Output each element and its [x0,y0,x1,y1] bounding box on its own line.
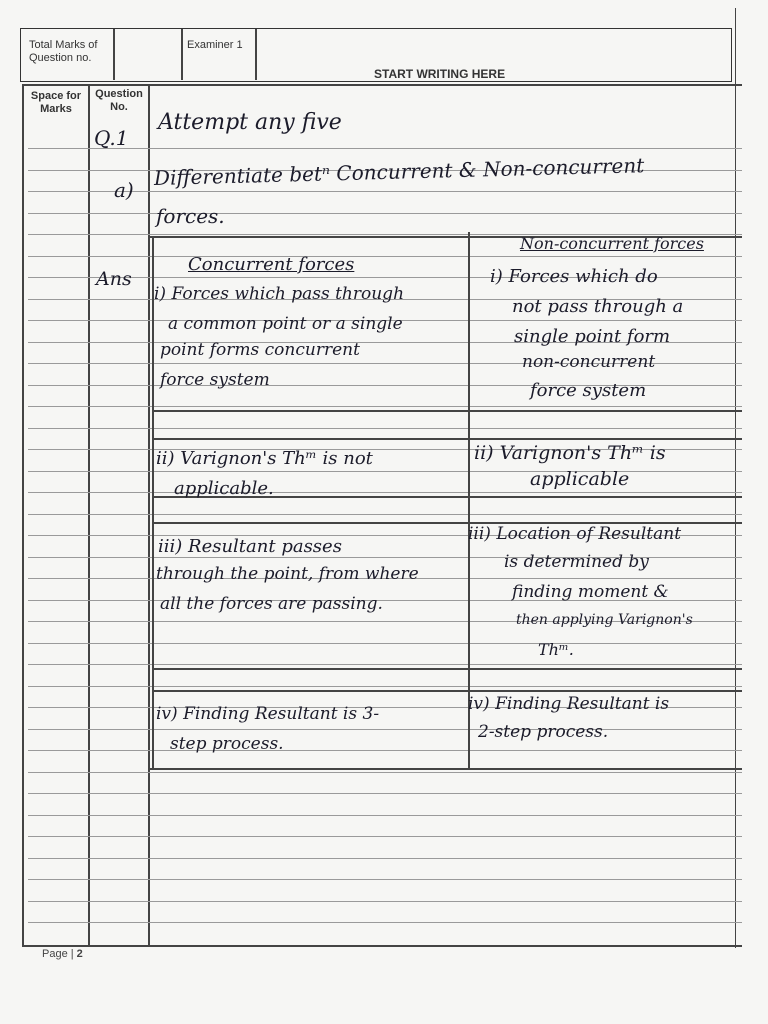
ruled-line [28,686,742,687]
ruled-line [28,750,742,751]
ruled-line [28,148,742,149]
part-text-line1: Differentiate betⁿ Concurrent & Non-concurrent [153,153,645,190]
row1-right-line1: i) Forces which do [490,266,658,287]
row1-left-line2: a common point or a single [168,314,403,334]
ruled-line [28,514,742,515]
row1-right-line4: non-concurrent [522,352,656,372]
ruled-line [28,256,742,257]
instruction-text: Attempt any five [158,110,342,135]
page-label: Page | [42,948,77,960]
start-writing-here: START WRITING HERE [374,67,506,81]
ruled-line [28,858,742,859]
row1-right-line2: not pass through a [512,296,684,317]
ans-label: Ans [96,268,132,290]
ruled-line [28,191,742,192]
part-text-line2: forces. [156,204,225,228]
part-label: a) [114,178,134,202]
row3-right-line4: then applying Varignon's [516,612,693,628]
total-marks-label: Total Marks of Question no. [29,39,98,64]
row3-left-line3: all the forces are passing. [160,594,383,614]
row1-right-line5: force system [530,380,647,401]
page-number-value: 2 [76,948,83,960]
ruled-line [28,492,742,493]
row3-left-line2: through the point, from where [156,564,419,584]
row4-left-line2: step process. [170,734,284,754]
ruled-line [28,428,742,429]
ruled-line [28,922,742,923]
row2-right-line2: applicable [530,468,630,490]
ruled-line [28,836,742,837]
ruled-line [28,772,742,773]
row3-right-line2: is determined by [504,552,649,572]
row2-left-line1: ii) Varignon's Thᵐ is not [156,448,373,469]
row1-right-line3: single point form [514,326,671,347]
examiner-label: Examiner 1 [187,39,243,51]
row1-left-line4: force system [160,370,270,390]
row4-right-line2: 2-step process. [478,722,609,742]
ruled-line [28,406,742,407]
ruled-line [28,901,742,902]
adjacent-page-edge [735,8,768,948]
row3-right-line1: iii) Location of Resultant [468,524,682,544]
col2-header: Non-concurrent forces [520,234,704,253]
question-no-label: Question No. [95,88,143,113]
ruled-line [28,793,742,794]
row1-left-line1: i) Forces which pass through [154,284,405,304]
row4-left-line1: iv) Finding Resultant is 3- [156,704,380,724]
ruled-line [28,643,742,644]
ruled-line [28,879,742,880]
space-for-marks-label: Space for Marks [30,90,82,115]
row2-left-line2: applicable. [174,478,274,499]
col1-header: Concurrent forces [188,254,355,275]
row1-left-line3: point forms concurrent [160,340,360,360]
question-marker: Q.1 [94,126,129,150]
ruled-line [28,664,742,665]
ruled-line [28,213,742,214]
row3-right-line3: finding moment & [512,582,669,602]
row2-right-line1: ii) Varignon's Thᵐ is [474,442,666,464]
row4-right-line1: iv) Finding Resultant is [468,694,670,714]
page-number [42,948,83,960]
ruled-line [28,729,742,730]
ruled-line [28,471,742,472]
row3-left-line1: iii) Resultant passes [158,536,342,557]
row3-right-line5: Thᵐ. [538,640,574,659]
ruled-line [28,815,742,816]
